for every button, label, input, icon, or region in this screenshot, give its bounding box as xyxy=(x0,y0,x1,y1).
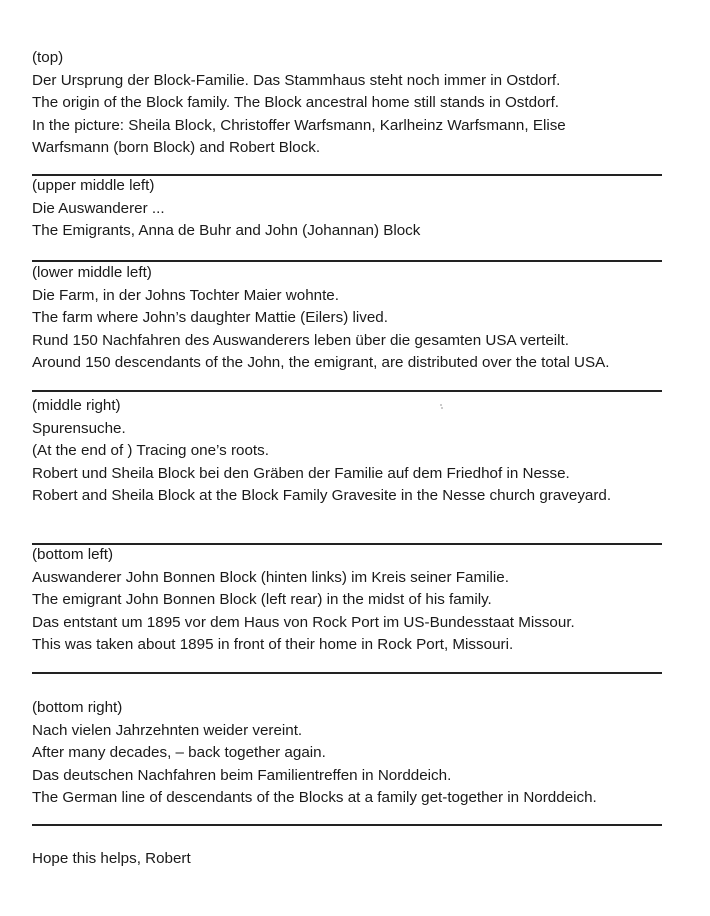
text-line: Spurensuche. xyxy=(32,419,126,437)
section-heading: (middle right) xyxy=(32,397,121,414)
section-upper-middle-left xyxy=(32,175,670,243)
text-line: The emigrant John Bonnen Block (left rear) in the midst of his family. xyxy=(32,591,492,608)
section-heading: (top) xyxy=(32,49,64,66)
text-line: Robert und Sheila Block bei den Gräben der Familie auf dem Friedhof in Nesse. xyxy=(32,464,570,482)
text-line: Die Farm, in der Johns Tochter Maier wohnte. xyxy=(32,286,339,304)
text-line: Die Auswanderer ... xyxy=(32,199,165,217)
section-heading: (bottom left) xyxy=(32,546,114,563)
text-line: (At the end of ) Tracing one’s roots. xyxy=(32,442,269,459)
text-line: Das entstant um 1895 vor dem Haus von Rock Port im US-Bundesstaat Missour. xyxy=(32,613,575,631)
text-line: Around 150 descendants of the John, the emigrant, are distributed over the total USA. xyxy=(32,354,610,371)
scan-speck xyxy=(440,404,442,406)
section-top xyxy=(32,47,670,160)
text-line: Nach vielen Jahrzehnten weider vereint. xyxy=(32,721,303,739)
section-heading: (lower middle left) xyxy=(32,264,152,281)
text-line: Das deutschen Nachfahren beim Familientreffen in Norddeich. xyxy=(32,766,452,784)
text-line: Robert and Sheila Block at the Block Family Gravesite in the Nesse church graveyard. xyxy=(32,487,612,504)
divider-rule xyxy=(32,672,662,674)
closing-signature: Hope this helps, Robert xyxy=(32,850,191,867)
section-middle-right xyxy=(32,395,670,508)
text-line: The Emigrants, Anna de Buhr and John (Johannan) Block xyxy=(32,222,421,239)
text-line: The German line of descendants of the Blocks at a family get-together in Norddeich. xyxy=(32,789,597,806)
divider-rule xyxy=(32,824,662,826)
scan-speck xyxy=(441,407,443,409)
section-bottom-right xyxy=(32,697,670,810)
text-line: Auswanderer John Bonnen Block (hinten links) im Kreis seiner Familie. xyxy=(32,568,509,586)
section-heading: (bottom right) xyxy=(32,699,123,716)
text-line: Rund 150 Nachfahren des Auswanderers leben über die gesamten USA verteilt. xyxy=(32,331,569,349)
text-line: The farm where John’s daughter Mattie (Eilers) lived. xyxy=(32,309,388,326)
text-line: Der Ursprung der Block-Familie. Das Stammhaus steht noch immer in Ostdorf. xyxy=(32,71,561,89)
text-line: Warfsmann (born Block) and Robert Block. xyxy=(32,139,321,156)
text-line: After many decades, – back together again. xyxy=(32,744,326,761)
section-bottom-left xyxy=(32,544,670,657)
text-line: In the picture: Sheila Block, Christoffer Warfsmann, Karlheinz Warfsmann, Elise xyxy=(32,116,566,134)
text-line: The origin of the Block family. The Block ancestral home still stands in Ostdorf. xyxy=(32,94,560,111)
closing-section xyxy=(32,848,670,871)
text-line: This was taken about 1895 in front of their home in Rock Port, Missouri. xyxy=(32,636,514,653)
section-lower-middle-left xyxy=(32,262,670,375)
section-heading: (upper middle left) xyxy=(32,177,155,194)
divider-rule xyxy=(32,390,662,392)
